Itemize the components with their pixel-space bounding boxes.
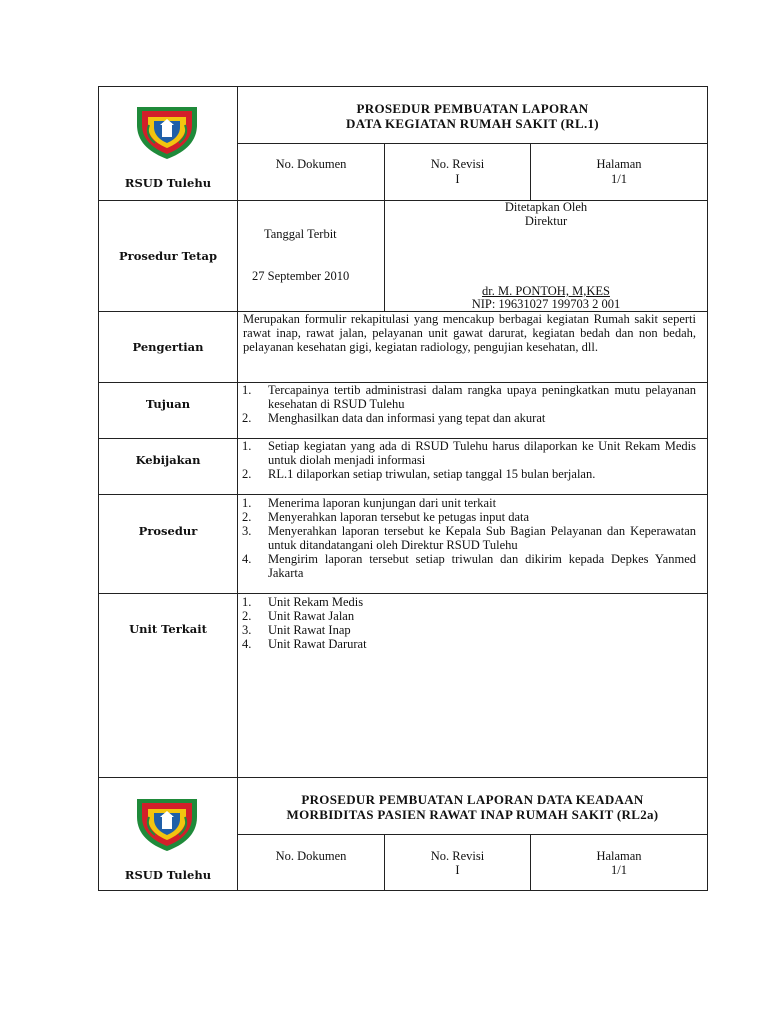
unit-terkait-label: Unit Terkait [129, 622, 207, 636]
prosedur-label: Prosedur [138, 524, 198, 538]
list-item: 1. Setiap kegiatan yang ada di RSUD Tulehu harus dilaporkan ke Unit Rekam Medis untuk diolah menjadi informasi [242, 439, 696, 467]
tanggal-terbit-label: Tanggal Terbit [264, 227, 337, 241]
halaman-value: 1/1 [611, 863, 627, 877]
document-title-line2: MORBIDITAS PASIEN RAWAT INAP RUMAH SAKIT (RL2a) [286, 807, 659, 822]
halaman-label: Halaman [596, 157, 642, 171]
list-item: 1. Tercapainya tertib administrasi dalam rangka upaya peningkatkan mutu pelayanan kesehatan di RSUD Tulehu [242, 383, 696, 411]
org-name: RSUD Tulehu [124, 868, 212, 882]
no-dokumen-label: No. Dokumen [275, 157, 347, 171]
list-item: 1. Unit Rekam Medis [242, 595, 364, 609]
tujuan-label: Tujuan [145, 397, 191, 411]
halaman-value: 1/1 [611, 172, 627, 186]
list-item: 4. Mengirim laporan tersebut setiap triwulan dan dikirim kepada Depkes Yanmed Jakarta [242, 552, 696, 580]
ditetapkan-oleh: Ditetapkan Oleh [504, 200, 588, 214]
kebijakan-label: Kebijakan [135, 453, 201, 467]
no-dokumen-label: No. Dokumen [275, 849, 347, 863]
pengertian-label: Pengertian [132, 340, 204, 354]
no-revisi-label: No. Revisi [430, 849, 485, 863]
halaman-label: Halaman [596, 849, 642, 863]
unit-terkait-list [238, 595, 696, 651]
prosedur-list [238, 496, 696, 580]
list-item: 2. RL.1 dilaporkan setiap triwulan, setiap tanggal 15 bulan berjalan. [242, 467, 596, 481]
no-revisi-value: I [455, 863, 460, 877]
list-item: 3. Menyerahkan laporan tersebut ke Kepala Sub Bagian Pelayanan dan Keperawatan untuk ditandatangani oleh Direktur RSUD Tulehu [242, 524, 696, 552]
document-title-line2: DATA KEGIATAN RUMAH SAKIT (RL.1) [346, 116, 599, 131]
document-title-line1: PROSEDUR PEMBUATAN LAPORAN DATA KEADAAN [301, 792, 644, 807]
list-item: 4. Unit Rawat Darurat [242, 637, 367, 651]
nip-direktur: NIP: 19631027 199703 2 001 [471, 297, 621, 311]
rsud-tulehu-emblem-icon [133, 795, 201, 853]
rsud-tulehu-emblem-icon [133, 103, 201, 161]
pengertian-text: Merupakan formulir rekapitulasi yang mencakup berbagai kegiatan Rumah sakit seperti rawat inap, rawat jalan, pelayanan unit gawat darurat, kegiatan bedah dan non bedah, pelayanan kesehatan gigi, kegiatan radiology, pengujian kesehatan, dll. [243, 312, 696, 354]
prosedur-tetap-label: Prosedur Tetap [119, 249, 217, 263]
tanggal-terbit-value: 27 September 2010 [252, 269, 350, 283]
tujuan-list [238, 383, 696, 425]
list-item: 2. Unit Rawat Jalan [242, 609, 355, 623]
list-item: 2. Menghasilkan data dan informasi yang tepat dan akurat [242, 411, 546, 425]
org-name: RSUD Tulehu [124, 176, 212, 190]
no-revisi-label: No. Revisi [430, 157, 485, 171]
no-revisi-value: I [455, 172, 460, 186]
document-title-line1: PROSEDUR PEMBUATAN LAPORAN [356, 101, 589, 116]
list-item: 1. Menerima laporan kunjungan dari unit terkait [242, 496, 497, 510]
list-item: 3. Unit Rawat Inap [242, 623, 351, 637]
list-item: 2. Menyerahkan laporan tersebut ke petugas input data [242, 510, 530, 524]
jabatan-direktur: Direktur [524, 214, 568, 228]
kebijakan-list [238, 439, 696, 481]
nama-direktur: dr. M. PONTOH, M,KES [482, 284, 610, 298]
